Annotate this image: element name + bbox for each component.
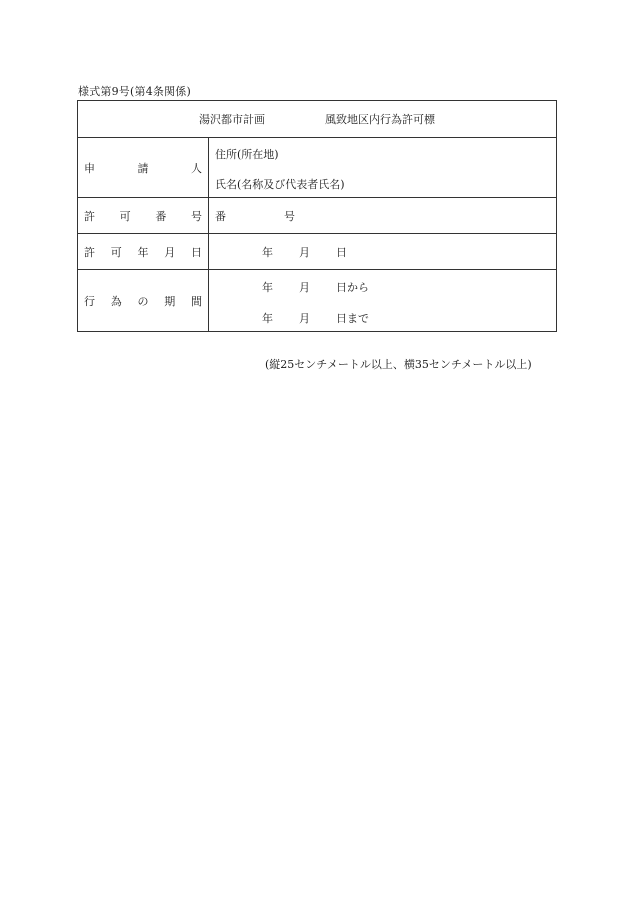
city-plan-name: 湯沢都市計画 <box>199 113 265 126</box>
period-end-month: 月 <box>299 312 310 325</box>
period-start-day: 日から <box>336 281 369 294</box>
label-char: 日 <box>191 245 202 259</box>
label-char: 期 <box>164 294 176 308</box>
label-char: 申 <box>84 161 95 175</box>
date-day: 日 <box>336 245 347 259</box>
label-char: 年 <box>137 245 149 259</box>
label-char: 号 <box>190 209 202 223</box>
applicant-address-field: 住所(所在地) <box>215 148 279 161</box>
number-suffix: 号 <box>284 209 295 223</box>
applicant-value <box>209 138 556 197</box>
table-title-row <box>78 101 556 137</box>
activity-period-label <box>78 270 209 331</box>
activity-period-value <box>209 270 556 331</box>
permit-sign-table <box>77 100 557 332</box>
permit-number-value <box>209 198 556 233</box>
permit-number-row <box>78 197 556 233</box>
applicant-row <box>78 137 556 197</box>
date-year: 年 <box>262 245 273 259</box>
label-char: の <box>137 294 149 308</box>
label-char: 許 <box>84 209 95 223</box>
period-start-year: 年 <box>262 281 273 294</box>
label-char: 月 <box>164 245 176 259</box>
period-end <box>262 310 369 326</box>
label-char: 人 <box>191 161 202 175</box>
label-char: 為 <box>110 294 122 308</box>
period-start-month: 月 <box>299 281 310 294</box>
applicant-label <box>78 138 209 197</box>
period-end-year: 年 <box>262 312 273 325</box>
label-char: 行 <box>84 294 95 308</box>
period-end-day: 日まで <box>336 312 369 325</box>
label-char: 請 <box>137 161 149 175</box>
period-start <box>262 279 369 295</box>
date-month: 月 <box>299 245 310 259</box>
form-number-label: 様式第9号(第4条関係) <box>78 85 191 98</box>
number-prefix: 番 <box>215 209 226 223</box>
label-char: 可 <box>119 209 131 223</box>
permit-date-value <box>209 234 556 269</box>
label-char: 間 <box>191 294 202 308</box>
permit-date-label <box>78 234 209 269</box>
permit-sign-title: 風致地区内行為許可標 <box>325 113 435 126</box>
table-title <box>78 111 556 127</box>
activity-period-row <box>78 269 556 331</box>
label-char: 番 <box>155 209 167 223</box>
label-char: 可 <box>110 245 122 259</box>
permit-date-row <box>78 233 556 269</box>
sign-size-note: (縦25センチメートル以上、横35センチメートル以上) <box>265 358 532 371</box>
label-char: 許 <box>84 245 95 259</box>
permit-number-label <box>78 198 209 233</box>
applicant-name-field: 氏名(名称及び代表者氏名) <box>215 178 345 191</box>
